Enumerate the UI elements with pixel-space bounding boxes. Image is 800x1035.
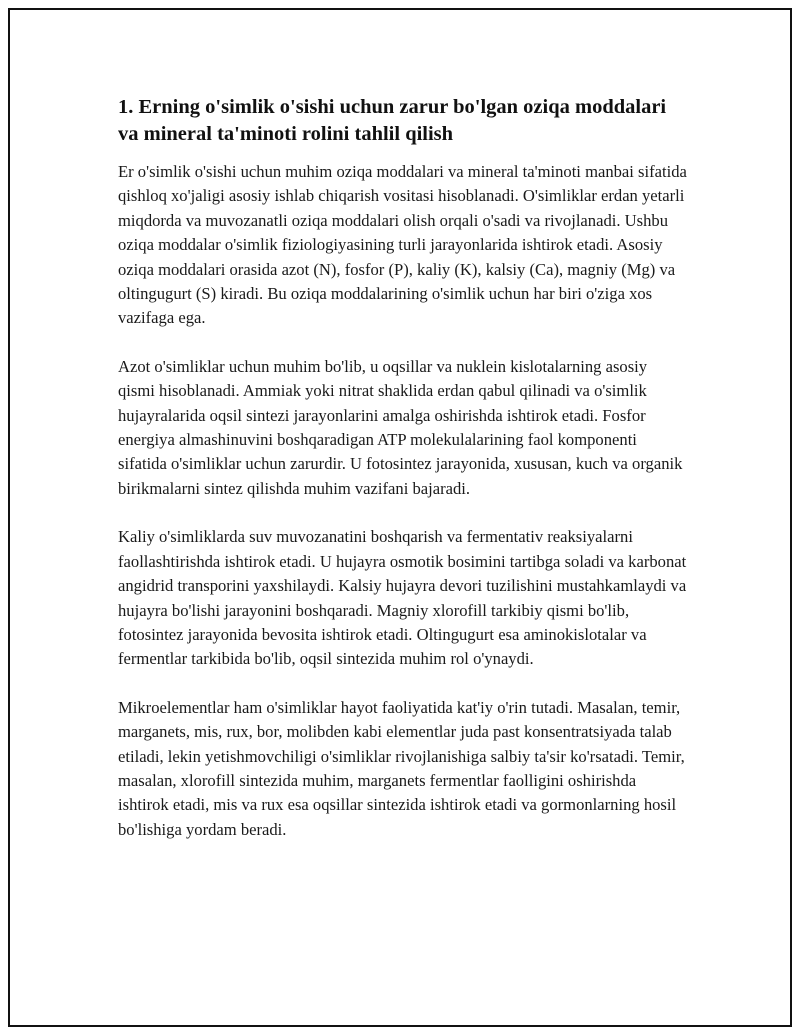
paragraph-1: Er o'simlik o'sishi uchun muhim oziqa moddalari va mineral ta'minoti manbai sifatida qishloq xo'jaligi asosiy ishlab chiqarish vositasi hisoblanadi. O'simliklar erdan yetarli miqdorda va muvozanatli oziqa moddalari olish orqali o'sadi va rivojlanadi. Ushbu oziqa moddalar o'simlik fiziologiyasining turli jarayonlarida ishtirok etadi. Asosiy oziqa moddalari orasida azot (N), fosfor (P), kaliy (K), kalsiy (Ca), magniy (Mg) va oltingugurt (S) kiradi. Bu oziqa moddalarining o'simlik uchun har biri o'ziga xos vazifaga ega. — [118, 162, 687, 328]
document-body — [118, 94, 688, 866]
paragraph-2: Azot o'simliklar uchun muhim bo'lib, u oqsillar va nuklein kislotalarning asosiy qismi hisoblanadi. Ammiak yoki nitrat shaklida erdan qabul qilinadi va o'simlik hujayralarida oqsil sintezi jarayonlarini amalga oshirishda ishtirok etadi. Fosfor energiya almashinuvini boshqaradigan ATP molekulalarining faol komponenti sifatida o'simliklar uchun zarurdir. U fotosintez jarayonida, xususan, kuch va organik birikmalarni sintez qilishda muhim vazifani bajaradi. — [118, 356, 683, 498]
paragraph-4: Mikroelementlar ham o'simliklar hayot faoliyatida kat'iy o'rin tutadi. Masalan, temir, marganets, mis, rux, bor, molibden kabi elementlar juda past konsentratsiyada talab etiladi, lekin yetishmovchiligi o'simliklar rivojlanishiga salbiy ta'sir ko'rsatadi. Temir, masalan, xlorofill sintezida muhim, marganets fermentlar faolligini oshirishda ishtirok etadi, mis va rux esa oqsillar sintezida ishtirok etadi va gormonlarning hosil bo'lishiga yordam beradi. — [118, 697, 685, 839]
section-title: 1. Erning o'simlik o'sishi uchun zarur bo'lgan oziqa moddalari va mineral ta'minoti rolini tahlil qilish — [118, 96, 667, 145]
paragraph-3: Kaliy o'simliklarda suv muvozanatini boshqarish va fermentativ reaksiyalarni faollashtirishda ishtirok etadi. U hujayra osmotik bosimini tartibga soladi va karbonat angidrid transporini yaxshilaydi. Kalsiy hujayra devori tuzilishini mustahkamlaydi va hujayra bo'lishi jarayonini boshqaradi. Magniy xlorofill tarkibiy qismi bo'lib, fotosintez jarayonida bevosita ishtirok etadi. Oltingugurt esa aminokislotalar va fermentlar tarkibida bo'lib, oqsil sintezida muhim rol o'ynaydi. — [118, 527, 687, 669]
